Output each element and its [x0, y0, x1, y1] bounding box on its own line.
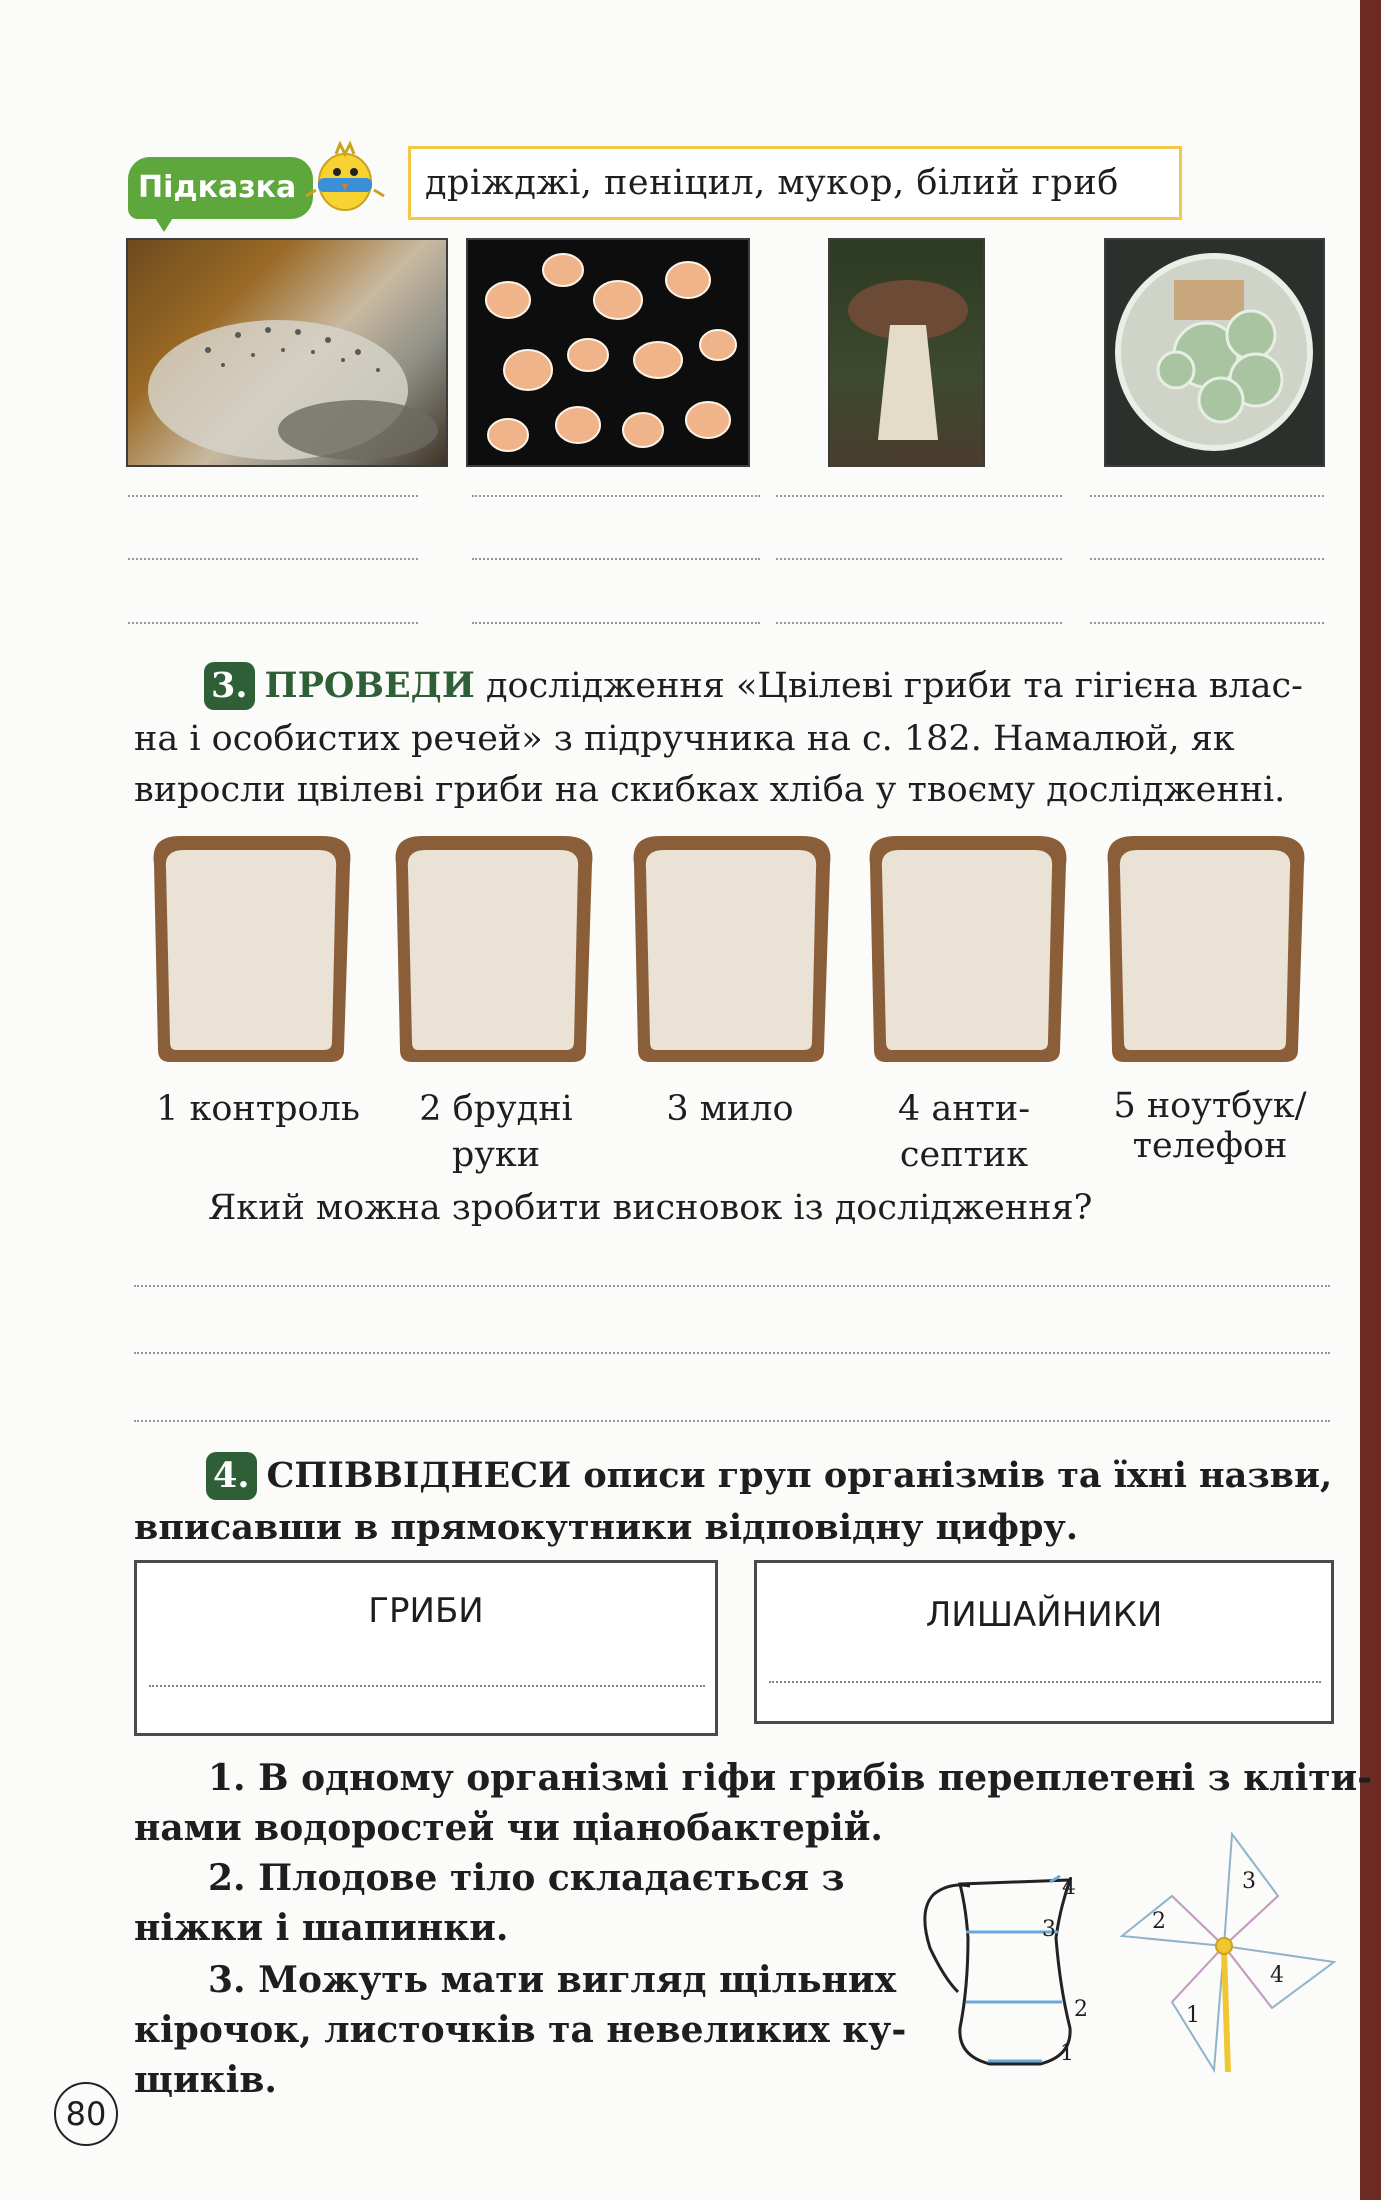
- caption-line: руки: [451, 1135, 541, 1175]
- caption-line: телефон: [1132, 1126, 1288, 1166]
- bread-caption-3: [640, 1086, 820, 1132]
- task4-number: 4.: [206, 1452, 257, 1500]
- caption-line: септик: [899, 1135, 1029, 1175]
- item1-line2: нами водоростей чи ціанобактерій.: [134, 1807, 883, 1849]
- task3-verb: ПРОВЕДИ: [264, 665, 475, 706]
- conclusion-answer-line[interactable]: [134, 1420, 1330, 1422]
- conclusion-answer-line[interactable]: [134, 1352, 1330, 1354]
- answer-line[interactable]: [128, 495, 418, 497]
- task3-text-line1: дослідження «Цвілеві гриби та гігієна влас-: [474, 666, 1303, 706]
- bread-caption-1: [138, 1086, 378, 1132]
- bread-caption-4: [864, 1086, 1064, 1178]
- hint-badge: Підказка: [128, 157, 313, 219]
- bread-slice-1[interactable]: [140, 830, 362, 1068]
- answer-line[interactable]: [776, 622, 1062, 624]
- jug-label-3: 3: [1042, 1917, 1056, 1942]
- bread-slice-5[interactable]: [1094, 830, 1316, 1068]
- task3-text-line2: на і особистих речей» з підручника на с. 182. Намалюй, як: [134, 719, 1235, 759]
- bread-caption-5: [1090, 1086, 1330, 1166]
- conclusion-answer-line[interactable]: [134, 1285, 1330, 1287]
- jug-label-4: 4: [1062, 1875, 1076, 1900]
- pinwheel-label-3: 3: [1242, 1869, 1256, 1894]
- chick-mascot-icon: [300, 138, 390, 218]
- answer-line[interactable]: [1090, 558, 1324, 560]
- caption-line: 2 брудні: [419, 1089, 573, 1129]
- answer-line[interactable]: [776, 558, 1062, 560]
- jug-label-1: 1: [1060, 2041, 1074, 2066]
- hint-badge-tail: [150, 210, 178, 232]
- item3-line3: щиків.: [134, 2059, 277, 2101]
- bread-slice-4[interactable]: [856, 830, 1078, 1068]
- page-number: 80: [54, 2082, 118, 2146]
- item2-line2: ніжки і шапинки.: [134, 1907, 509, 1949]
- jug-label-2: 2: [1074, 1997, 1088, 2022]
- item3-line2: кірочок, листочків та невеликих ку-: [134, 2009, 907, 2051]
- answer-line[interactable]: [128, 622, 418, 624]
- answer-line[interactable]: [472, 558, 760, 560]
- item2-line1: 2. Плодове тіло складається з: [208, 1857, 845, 1899]
- lichens-answer-box[interactable]: [754, 1560, 1334, 1724]
- jug-illustration: [910, 1868, 1100, 2078]
- answer-line[interactable]: [776, 495, 1062, 497]
- answer-line[interactable]: [128, 558, 418, 560]
- bread-slice-3[interactable]: [620, 830, 842, 1068]
- hint-words-box: дріжджі, пеніцил, мукор, білий гриб: [408, 146, 1182, 220]
- answer-line[interactable]: [1090, 495, 1324, 497]
- fungi-box-title: ГРИБИ: [368, 1591, 484, 1631]
- pinwheel-label-1: 1: [1186, 2003, 1200, 2028]
- task4-line1: [206, 1450, 1336, 1502]
- answer-line[interactable]: [472, 495, 760, 497]
- item3-line1: 3. Можуть мати вигляд щільних: [208, 1959, 897, 2001]
- answer-line[interactable]: [1090, 622, 1324, 624]
- item1-line1: 1. В одному організмі гіфи грибів переплетені з кліти-: [208, 1757, 1373, 1799]
- pinwheel-label-4: 4: [1270, 1963, 1284, 1988]
- bread-caption-2: [396, 1086, 596, 1178]
- pinwheel-illustration: [1102, 1826, 1338, 2076]
- answer-line[interactable]: [472, 622, 760, 624]
- task3-question: Який можна зробити висновок із дослідження?: [208, 1188, 1093, 1228]
- pinwheel-label-2: 2: [1152, 1909, 1166, 1934]
- caption-line: 4 анти-: [897, 1089, 1031, 1129]
- lichens-box-title: ЛИШАЙНИКИ: [925, 1595, 1163, 1635]
- bread-slice-2[interactable]: [382, 830, 604, 1068]
- task3-line1: [204, 660, 1334, 712]
- caption-line: 5 ноутбук/: [1113, 1086, 1307, 1126]
- mucor-mold-photo: [126, 238, 448, 467]
- yeast-cells-photo: [466, 238, 750, 467]
- lichens-answer-line[interactable]: [769, 1681, 1321, 1683]
- task3-text-line3: виросли цвілеві гриби на скибках хліба у твоєму дослідженні.: [134, 770, 1286, 810]
- penicillium-petri-photo: [1104, 238, 1325, 467]
- task4-text-line1: описи груп організмів та їхні назви,: [571, 1455, 1333, 1496]
- fungi-answer-box[interactable]: [134, 1560, 718, 1736]
- porcini-mushroom-photo: [828, 238, 985, 467]
- fungi-answer-line[interactable]: [149, 1685, 705, 1687]
- task4-verb: СПІВВІДНЕСИ: [266, 1455, 572, 1496]
- task3-number: 3.: [204, 662, 255, 710]
- caption-line: 1 контроль: [156, 1089, 360, 1129]
- task4-text-line2: вписавши в прямокутники відповідну цифру.: [134, 1507, 1079, 1548]
- caption-line: 3 мило: [666, 1089, 794, 1129]
